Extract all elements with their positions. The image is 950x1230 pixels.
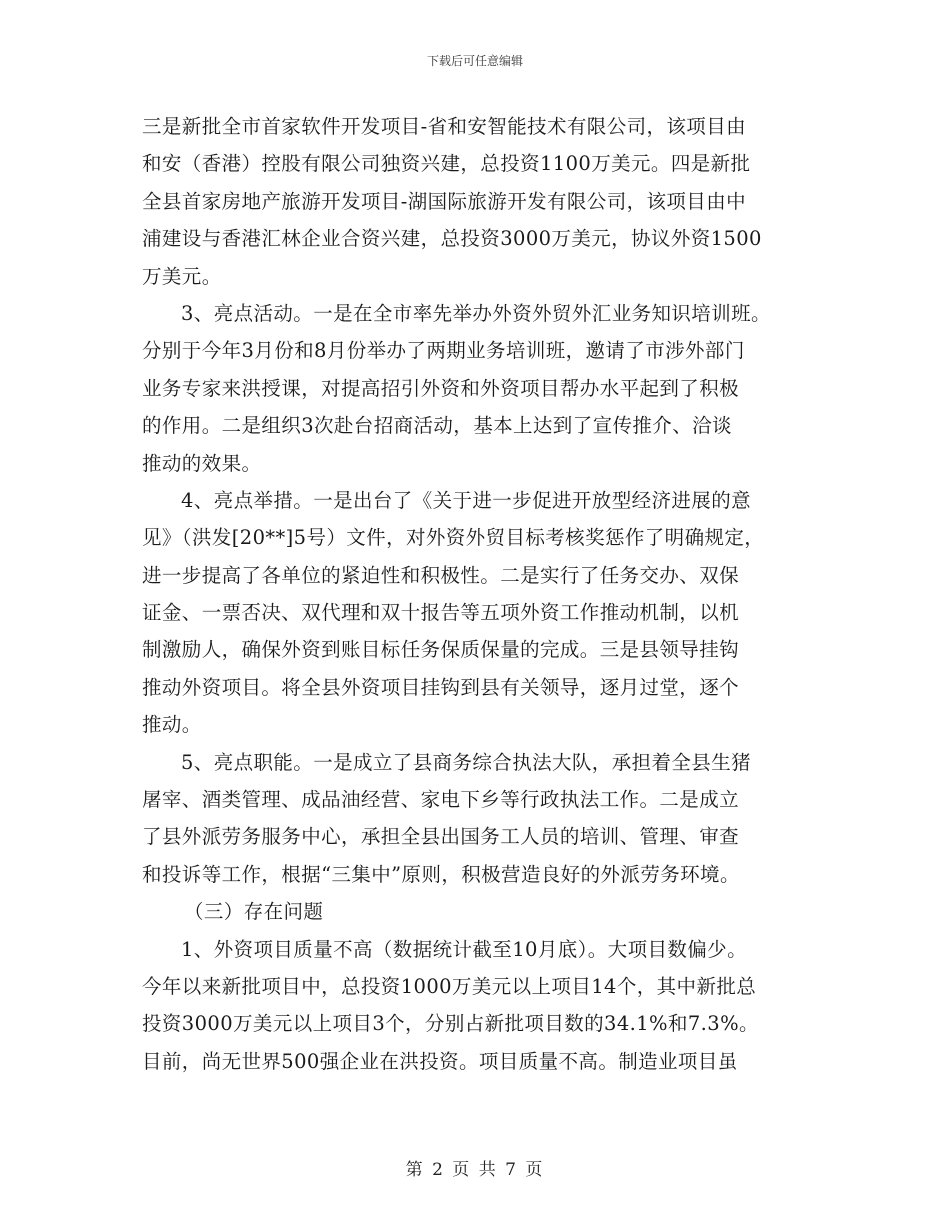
body-line: 见》（洪发[20**]5号）文件，对外资外贸目标考核奖惩作了明确规定， — [142, 526, 765, 550]
body-line: 分别于今年3月份和8月份举办了两期业务培训班，邀请了市涉外部门 — [142, 339, 745, 363]
body-line: 推动。 — [142, 713, 202, 737]
body-line: 和安（香港）控股有限公司独资兴建，总投资1100万美元。四是新批 — [142, 152, 751, 176]
body-line: 屠宰、酒类管理、成品油经营、家电下乡等行政执法工作。二是成立 — [142, 788, 740, 812]
paragraph-start-line: 5、亮点职能。一是成立了县商务综合执法大队，承担着全县生猪 — [181, 750, 752, 774]
body-line: 全县首家房地产旅游开发项目-湖国际旅游开发有限公司，该项目由中 — [142, 189, 746, 213]
body-line: 三是新批全市首家软件开发项目-省和安智能技术有限公司，该项目由 — [142, 115, 746, 138]
body-line: 了县外派劳务服务中心，承担全县出国务工人员的培训、管理、审查 — [142, 825, 740, 849]
section-heading: （三）存在问题 — [184, 900, 324, 924]
body-line: 万美元。 — [142, 264, 222, 288]
body-line: 今年以来新批项目中，总投资1000万美元以上项目14个，其中新批总 — [142, 974, 757, 998]
body-line: 和投诉等工作，根据“三集中”原则，积极营造良好的外派劳务环境。 — [142, 862, 740, 886]
body-line: 的作用。二是组织3次赴台招商活动，基本上达到了宣传推介、洽谈 — [142, 414, 732, 438]
body-line: 推动的效果。 — [142, 451, 262, 475]
body-line: 证金、一票否决、双代理和双十报告等五项外资工作推动机制，以机 — [142, 601, 740, 625]
body-line: 目前，尚无世界500强企业在洪投资。项目质量不高。制造业项目虽 — [142, 1049, 738, 1073]
body-line: 投资3000万美元以上项目3个，分别占新批项目数的34.1%和7.3%。 — [142, 1012, 759, 1036]
paragraph-start-line: 3、亮点活动。一是在全市率先举办外资外贸外汇业务知识培训班。 — [181, 301, 771, 325]
body-line: 制激励人，确保外资到账目标任务保质保量的完成。三是县领导挂钩 — [142, 638, 740, 662]
body-line: 浦建设与香港汇林企业合资兴建，总投资3000万美元，协议外资1500 — [142, 227, 762, 251]
body-line: 业务专家来洪授课，对提高招引外资和外资项目帮办水平起到了积极 — [142, 376, 740, 400]
body-line: 推动外资项目。将全县外资项目挂钩到县有关领导，逐月过堂，逐个 — [142, 675, 740, 699]
body-line: 进一步提高了各单位的紧迫性和积极性。二是实行了任务交办、双保 — [142, 563, 740, 587]
paragraph-start-line: 4、亮点举措。一是出台了《关于进一步促进开放型经济进展的意 — [181, 488, 752, 512]
page-footer: 第 2 页 共 7 页 — [405, 1160, 545, 1180]
page-header: 下载后可任意编辑 — [426, 54, 523, 68]
document-body — [142, 108, 832, 1080]
paragraph-start-line: 1、外资项目质量不高（数据统计截至10月底）。大项目数偏少。 — [181, 937, 747, 961]
